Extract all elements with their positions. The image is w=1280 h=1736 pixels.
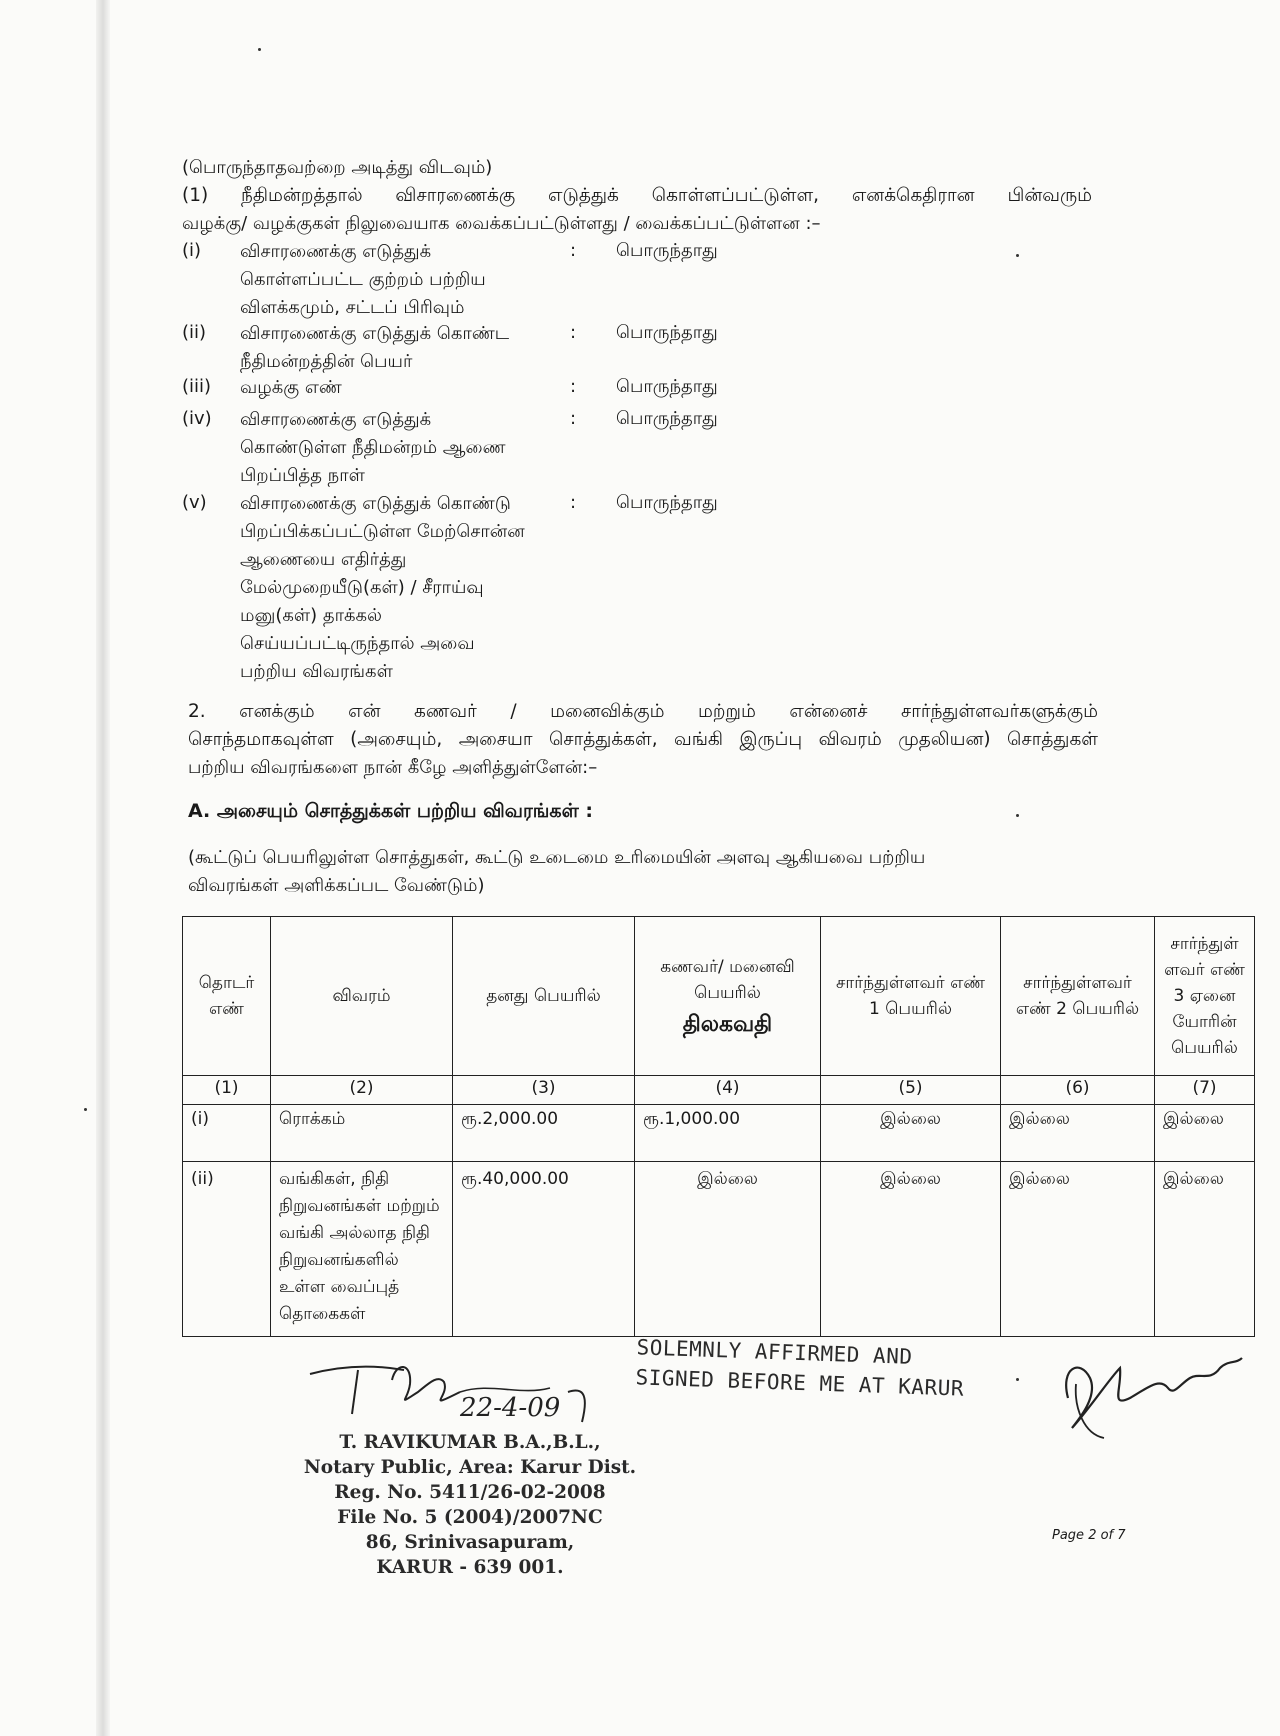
item-value: பொருந்தாது [616, 376, 718, 397]
table-cell: ரூ.1,000.00 [635, 1105, 821, 1162]
col-number: (7) [1155, 1076, 1255, 1105]
para2-line3: பற்றிய விவரங்களை நான் கீழே அளித்துள்ளேன்:– [188, 757, 598, 778]
col-number: (1) [183, 1076, 271, 1105]
para1-line2: வழக்கு/ வழக்குகள் நிலுவையாக வைக்கப்பட்டுள்ளது / வைக்கப்பட்டுள்ளன :– [182, 213, 821, 234]
deponent-signature [1050, 1338, 1250, 1448]
item-number: (v) [182, 492, 207, 513]
item-colon: : [570, 408, 577, 429]
page-number: Page 2 of 7 [1052, 1528, 1126, 1543]
item-number: (iii) [182, 376, 212, 397]
header-dependent-2: சார்ந்துள்ளவர் எண் 2 பெயரில் [1001, 917, 1155, 1076]
notary-seal [300, 1430, 640, 1580]
note-line1: (கூட்டுப் பெயரிலுள்ள சொத்துகள், கூட்டு உடைமை உரிமையின் அளவு ஆகியவை பற்றிய [188, 847, 926, 868]
para1-line1: (1) நீதிமன்றத்தால் விசாரணைக்கு எடுத்துக் கொள்ளப்பட்டுள்ள, எனக்கெதிரான பின்வரும் [182, 185, 1092, 206]
table-row [183, 1162, 1255, 1337]
scan-speck [1016, 254, 1019, 257]
scan-edge [96, 0, 110, 1736]
col-number: (5) [821, 1076, 1001, 1105]
affirmation-line: SOLEMNLY AFFIRMED AND [636, 1335, 913, 1369]
item-label: விசாரணைக்கு எடுத்துக் கொண்ட நீதிமன்றத்தின் பெயர் [240, 323, 510, 372]
item-colon: : [570, 240, 577, 261]
table-cell: இல்லை [1001, 1105, 1155, 1162]
item-number: (ii) [182, 322, 207, 343]
header-serial: தொடர் எண் [183, 917, 271, 1076]
table-cell: (ii) [183, 1162, 271, 1337]
item-value: பொருந்தாது [616, 322, 718, 343]
item-label: விசாரணைக்கு எடுத்துக் கொள்ளப்பட்ட குற்றம் பற்றிய விளக்கமும், சட்டப் பிரிவும் [240, 241, 486, 318]
affirmation-line: SIGNED BEFORE ME AT KARUR [635, 1365, 965, 1401]
table-cell: வங்கிகள், நிதி நிறுவனங்கள் மற்றும் வங்கி அல்லாத நிதி நிறுவனங்களில் உள்ள வைப்புத் தொகைகள் [271, 1162, 453, 1337]
notary-signature [300, 1352, 640, 1442]
instruction-note: (பொருந்தாதவற்றை அடித்து விடவும்) [182, 157, 493, 178]
header-spouse [635, 917, 821, 1076]
notary-line: File No. 5 (2004)/2007NC [337, 1507, 603, 1528]
table-row [183, 1105, 1255, 1162]
item-label: வழக்கு எண் [240, 377, 342, 398]
spouse-name: திலகவதி [682, 1012, 773, 1037]
movable-assets-table [182, 916, 1255, 1337]
scan-speck [84, 1108, 87, 1111]
section-a-heading: A. அசையும் சொத்துக்கள் பற்றிய விவரங்கள் : [188, 800, 593, 822]
notary-line: Reg. No. 5411/26-02-2008 [334, 1482, 606, 1503]
table-cell: இல்லை [1155, 1162, 1255, 1337]
scan-speck [1016, 814, 1019, 817]
header-self: தனது பெயரில் [453, 917, 635, 1076]
column-number-row [183, 1076, 1255, 1105]
table-cell: இல்லை [635, 1162, 821, 1337]
col-number: (6) [1001, 1076, 1155, 1105]
col-number: (3) [453, 1076, 635, 1105]
note-line2: விவரங்கள் அளிக்கப்பட வேண்டும்) [188, 875, 485, 896]
scan-speck [1016, 1378, 1019, 1381]
notary-line: KARUR - 639 001. [376, 1557, 564, 1578]
item-value: பொருந்தாது [616, 408, 718, 429]
para2-line1: 2. எனக்கும் என் கணவர் / மனைவிக்கும் மற்றும் என்னைச் சார்ந்துள்ளவர்களுக்கும் [188, 701, 1098, 722]
item-colon: : [570, 376, 577, 397]
notary-line: Notary Public, Area: Karur Dist. [303, 1457, 637, 1478]
item-label: விசாரணைக்கு எடுத்துக் கொண்டு பிறப்பிக்கப்பட்டுள்ள மேற்சொன்ன ஆணையை எதிர்த்து மேல்முறையீடு(கள்) / சீராய்வு மனு(கள்) தாக்கல் செய்யப்பட்டிருந்தால் அவை பற்றிய விவரங்கள் [240, 493, 525, 682]
col-number: (4) [635, 1076, 821, 1105]
notary-line: 86, Srinivasapuram, [365, 1532, 575, 1553]
item-colon: : [570, 322, 577, 343]
item-value: பொருந்தாது [616, 492, 718, 513]
header-dependent-1: சார்ந்துள்ளவர் எண் 1 பெயரில் [821, 917, 1001, 1076]
table-header-row [183, 917, 1255, 1076]
table-cell: இல்லை [821, 1105, 1001, 1162]
item-value: பொருந்தாது [616, 240, 718, 261]
item-number: (i) [182, 240, 202, 261]
table-cell: (i) [183, 1105, 271, 1162]
col-number: (2) [271, 1076, 453, 1105]
table-cell: இல்லை [1001, 1162, 1155, 1337]
table-cell: இல்லை [1155, 1105, 1255, 1162]
para2-line2: சொந்தமாகவுள்ள (அசையும், அசையா சொத்துக்கள், வங்கி இருப்பு விவரம் முதலியன) சொத்துகள் [188, 729, 1098, 750]
item-number: (iv) [182, 408, 212, 429]
notary-line: T. RAVIKUMAR B.A.,B.L., [339, 1432, 601, 1453]
table-cell: இல்லை [821, 1162, 1001, 1337]
table-cell: ரூ.40,000.00 [453, 1162, 635, 1337]
scan-speck [258, 48, 261, 51]
affirmation-stamp [635, 1332, 965, 1403]
table-cell: ரொக்கம் [271, 1105, 453, 1162]
table-cell: ரூ.2,000.00 [453, 1105, 635, 1162]
notary-date: 22-4-09 [460, 1393, 561, 1423]
header-dependent-3: சார்ந்துள் ளவர் எண் 3 ஏனை யோரின் பெயரில் [1155, 917, 1255, 1076]
header-description: விவரம் [271, 917, 453, 1076]
item-label: விசாரணைக்கு எடுத்துக் கொண்டுள்ள நீதிமன்றம் ஆணை பிறப்பித்த நாள் [240, 409, 506, 486]
header-spouse-label: கணவர்/ மனைவி பெயரில் [660, 957, 795, 1003]
item-colon: : [570, 492, 577, 513]
